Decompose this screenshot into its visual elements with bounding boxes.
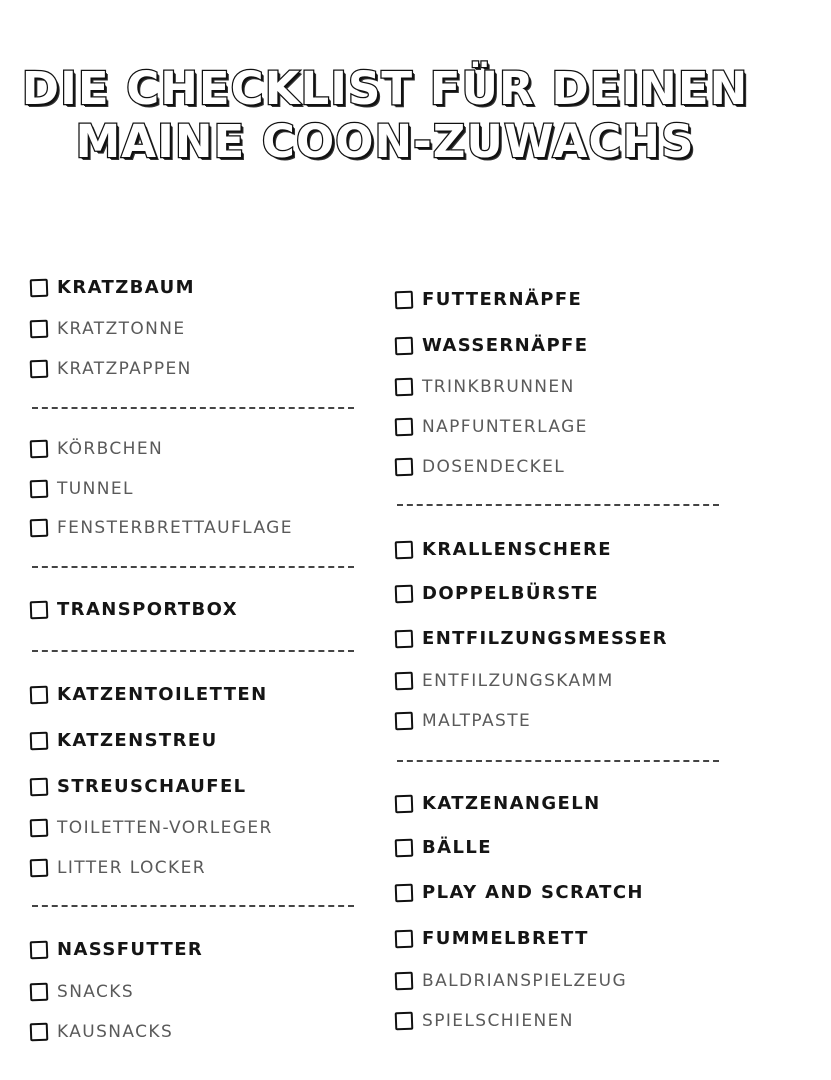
section-divider (397, 760, 719, 762)
item-label: KRATZBAUM (57, 277, 195, 298)
item-label: MALTPASTE (422, 711, 532, 731)
item-label: TRANSPORTBOX (57, 599, 238, 620)
item-label: KÖRBCHEN (57, 439, 164, 459)
checklist-item-kratzpappen[interactable] (30, 359, 192, 379)
checklist-item-katzenstreu[interactable] (30, 730, 218, 751)
checklist-item-nassfutter[interactable] (30, 939, 203, 960)
item-label: KATZENTOILETTEN (57, 684, 268, 705)
checklist-item-fummelbrett[interactable] (395, 928, 589, 949)
checkbox-icon[interactable] (30, 360, 49, 379)
checklist-item-litter-locker[interactable] (30, 858, 206, 878)
checkbox-icon[interactable] (30, 731, 49, 750)
checklist-item-fensterbrettauflage[interactable] (30, 518, 293, 538)
checkbox-icon[interactable] (395, 712, 414, 731)
checkbox-icon[interactable] (395, 883, 414, 902)
item-label: STREUSCHAUFEL (57, 776, 247, 797)
checklist-item-napfunterlage[interactable] (395, 417, 588, 437)
checklist-item-transportbox[interactable] (30, 599, 238, 620)
item-label: KRATZPAPPEN (57, 359, 192, 379)
item-label: FENSTERBRETTAUFLAGE (57, 518, 293, 538)
item-label: FUTTERNÄPFE (422, 289, 583, 310)
checkbox-icon[interactable] (30, 859, 49, 878)
checkbox-icon[interactable] (30, 320, 49, 339)
title-line-1: DIE CHECKLIST FÜR DEINEN (21, 62, 749, 115)
item-label: KRALLENSCHERE (422, 539, 612, 560)
checkbox-icon[interactable] (30, 777, 49, 796)
item-label: LITTER LOCKER (57, 858, 206, 878)
item-label: DOSENDECKEL (422, 457, 566, 477)
checklist-item-kausnacks[interactable] (30, 1022, 173, 1042)
item-label: KATZENANGELN (422, 793, 601, 814)
checklist-item-toiletten-vorleger[interactable] (30, 818, 273, 838)
item-label: WASSERNÄPFE (422, 335, 589, 356)
checkbox-icon[interactable] (30, 278, 49, 297)
checkbox-icon[interactable] (395, 458, 414, 477)
checkbox-icon[interactable] (30, 519, 49, 538)
checkbox-icon[interactable] (395, 838, 414, 857)
checklist-item-spielschienen[interactable] (395, 1011, 574, 1031)
item-label: TRINKBRUNNEN (422, 377, 575, 397)
checklist-item-dosendeckel[interactable] (395, 457, 565, 477)
item-label: PLAY AND SCRATCH (422, 882, 644, 903)
checkbox-icon[interactable] (30, 1023, 49, 1042)
section-divider (32, 566, 354, 568)
checkbox-icon[interactable] (395, 418, 414, 437)
checkbox-icon[interactable] (395, 1012, 414, 1031)
checklist-item-doppelbuerste[interactable] (395, 583, 599, 604)
checklist-item-maltpaste[interactable] (395, 711, 531, 731)
checkbox-icon[interactable] (395, 540, 414, 559)
checklist-item-trinkbrunnen[interactable] (395, 377, 575, 397)
checkbox-icon[interactable] (30, 685, 49, 704)
item-label: ENTFILZUNGSKAMM (422, 671, 614, 691)
checklist-item-play-and-scratch[interactable] (395, 882, 644, 903)
item-label: SNACKS (57, 982, 135, 1002)
checklist-item-baelle[interactable] (395, 837, 492, 858)
item-label: KATZENSTREU (57, 730, 218, 751)
checkbox-icon[interactable] (395, 972, 414, 991)
checkbox-icon[interactable] (30, 480, 49, 499)
checklist-item-snacks[interactable] (30, 982, 134, 1002)
checklist-item-kratzbaum[interactable] (30, 277, 195, 298)
checkbox-icon[interactable] (395, 584, 414, 603)
checkbox-icon[interactable] (395, 929, 414, 948)
checkbox-icon[interactable] (395, 290, 414, 309)
checklist-item-tunnel[interactable] (30, 479, 134, 499)
checklist-item-katzentoiletten[interactable] (30, 684, 268, 705)
item-label: TUNNEL (57, 479, 134, 499)
item-label: KAUSNACKS (57, 1022, 174, 1042)
section-divider (32, 407, 354, 409)
checklist-item-koerbchen[interactable] (30, 439, 163, 459)
checkbox-icon[interactable] (30, 940, 49, 959)
checklist-item-futternaepfe[interactable] (395, 289, 582, 310)
section-divider (397, 504, 719, 506)
item-label: FUMMELBRETT (422, 928, 589, 949)
checklist-item-kratztonne[interactable] (30, 319, 186, 339)
item-label: BÄLLE (422, 837, 492, 858)
title-line-2: MAINE COON-ZUWACHS (75, 115, 695, 169)
checkbox-icon[interactable] (30, 600, 49, 619)
checkbox-icon[interactable] (395, 794, 414, 813)
section-divider (32, 650, 354, 652)
checkbox-icon[interactable] (30, 440, 49, 459)
section-divider (32, 905, 354, 907)
checkbox-icon[interactable] (30, 819, 49, 838)
checklist-item-katzenangeln[interactable] (395, 793, 601, 814)
checkbox-icon[interactable] (395, 336, 414, 355)
item-label: NAPFUNTERLAGE (422, 417, 588, 437)
checklist-item-entfilzungsmesser[interactable] (395, 628, 668, 649)
item-label: DOPPELBÜRSTE (422, 583, 599, 604)
checklist-item-baldrianspielzeug[interactable] (395, 971, 627, 991)
checklist-item-krallenschere[interactable] (395, 539, 612, 560)
checkbox-icon[interactable] (395, 378, 414, 397)
item-label: BALDRIANSPIELZEUG (422, 971, 628, 991)
item-label: TOILETTEN-VORLEGER (57, 818, 273, 838)
item-label: NASSFUTTER (57, 939, 204, 960)
item-label: KRATZTONNE (57, 319, 186, 339)
item-label: SPIELSCHIENEN (422, 1011, 574, 1031)
item-label: ENTFILZUNGSMESSER (422, 628, 668, 649)
checklist-item-entfilzungskamm[interactable] (395, 671, 614, 691)
checklist-item-streuschaufel[interactable] (30, 776, 247, 797)
checkbox-icon[interactable] (395, 629, 414, 648)
checklist-item-wassernaepfe[interactable] (395, 335, 588, 356)
checkbox-icon[interactable] (395, 672, 414, 691)
checkbox-icon[interactable] (30, 983, 49, 1002)
